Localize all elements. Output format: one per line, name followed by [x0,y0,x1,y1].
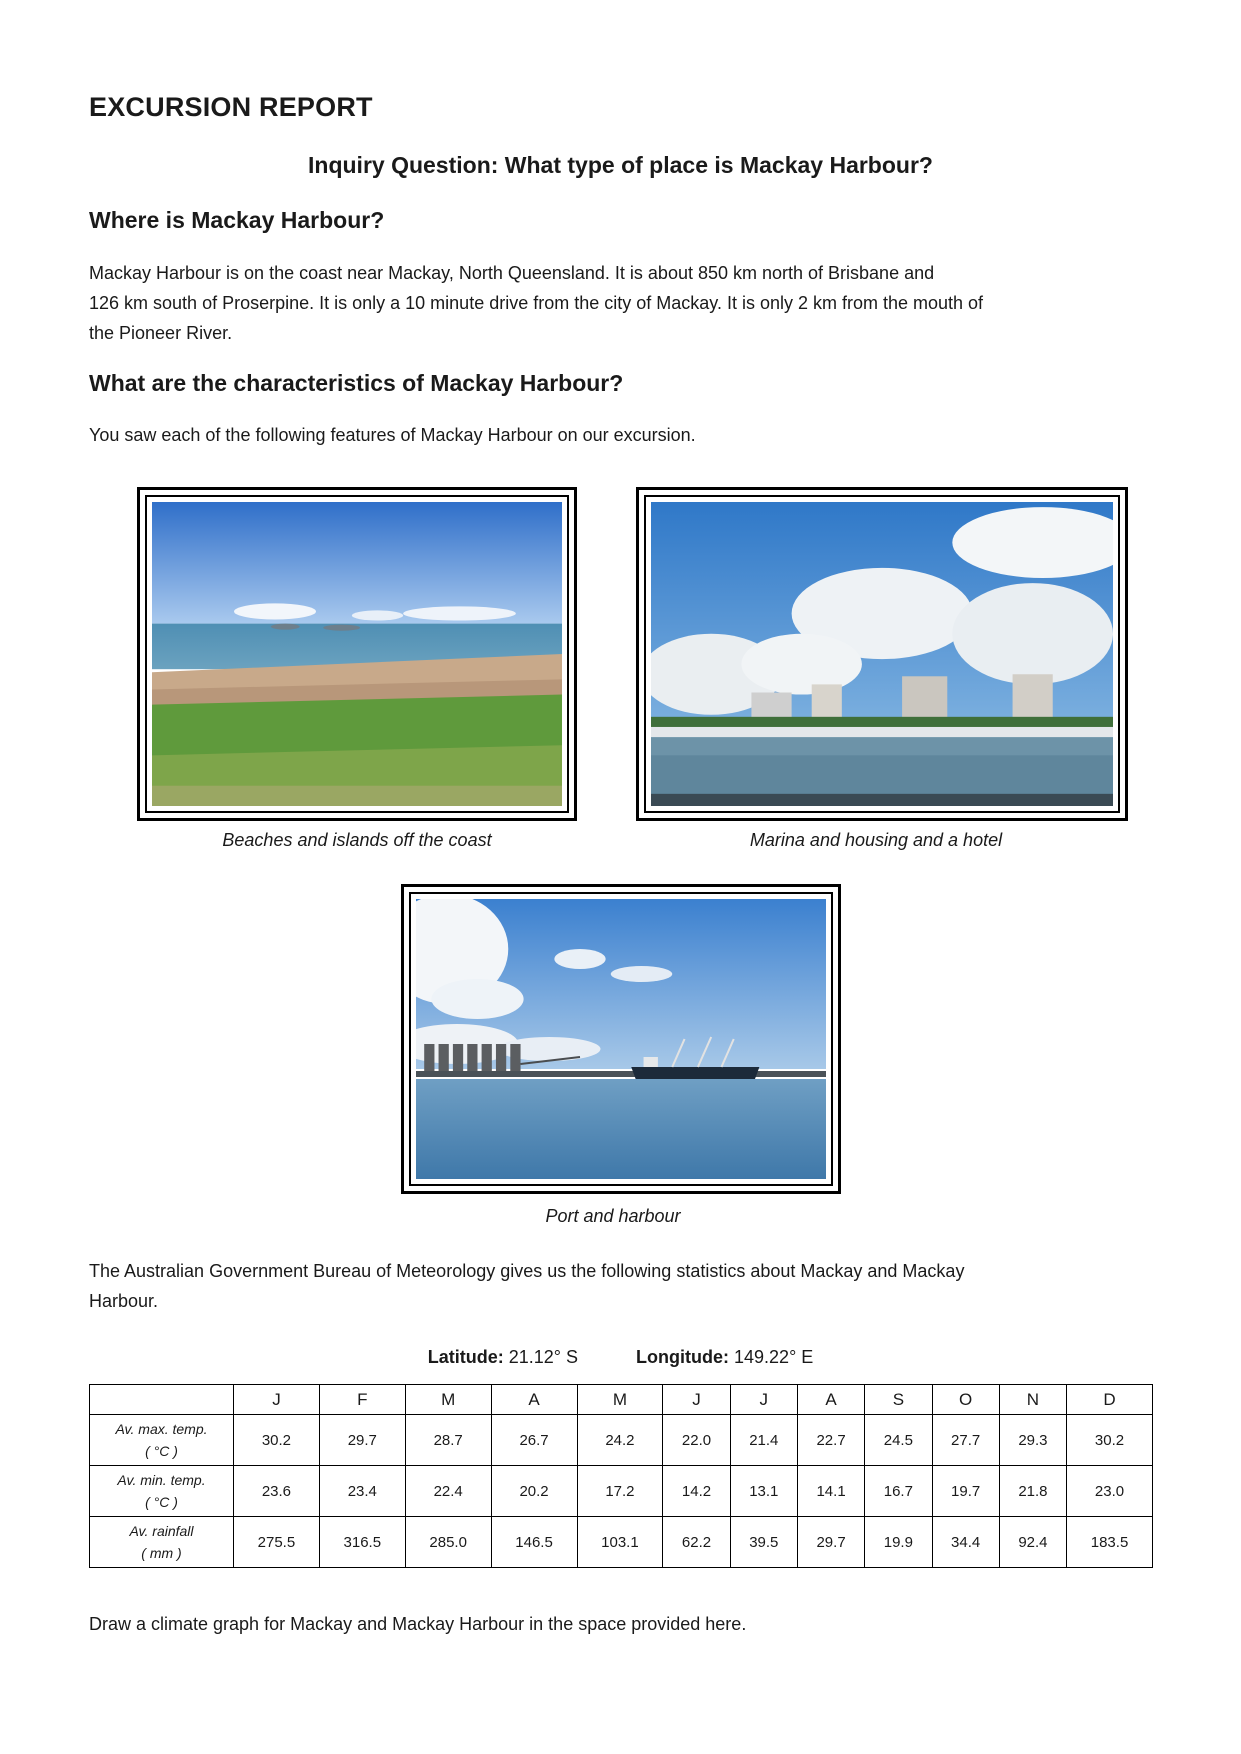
table-cell: 27.7 [932,1415,999,1466]
table-cell: 19.7 [932,1466,999,1517]
table-cell: 24.2 [577,1415,663,1466]
row-label-line: Av. min. temp. [117,1472,206,1488]
table-cell: 26.7 [491,1415,577,1466]
where-line-1: Mackay Harbour is on the coast near Mackay, North Queensland. It is about 850 km north of Brisbane and [89,263,935,283]
month-header: A [491,1385,577,1415]
row-label-min-temp [90,1466,234,1517]
month-header: J [663,1385,730,1415]
latitude-label: Latitude: [427,1347,504,1367]
row-label-line: Av. rainfall [129,1523,194,1539]
month-header: M [405,1385,491,1415]
where-line-3: the Pioneer River. [89,323,233,343]
table-cell: 285.0 [405,1517,491,1568]
longitude-value: 149.22° E [734,1347,814,1367]
table-cell: 13.1 [730,1466,797,1517]
port-photo-frame [401,884,841,1194]
table-cell: 22.4 [405,1466,491,1517]
characteristics-intro: You saw each of the following features of Mackay Harbour on our excursion. [89,425,696,445]
table-cell: 146.5 [491,1517,577,1568]
month-header: J [730,1385,797,1415]
table-cell: 92.4 [999,1517,1066,1568]
month-header: F [319,1385,405,1415]
inquiry-question: Inquiry Question: What type of place is Mackay Harbour? [308,152,933,178]
bom-line-1: The Australian Government Bureau of Meteorology gives us the following statistics about Mackay and Mackay [89,1261,965,1281]
month-header: A [797,1385,864,1415]
month-header: D [1067,1385,1153,1415]
table-cell: 34.4 [932,1517,999,1568]
table-cell: 17.2 [577,1466,663,1517]
where-heading: Where is Mackay Harbour? [89,207,385,233]
marina-photo [651,502,1113,806]
table-cell: 316.5 [319,1517,405,1568]
month-header: S [865,1385,932,1415]
climate-table-header-row [90,1385,1153,1415]
beach-photo-frame [137,487,577,821]
month-header: M [577,1385,663,1415]
row-label-line: Av. max. temp. [115,1421,208,1437]
table-cell: 39.5 [730,1517,797,1568]
bom-line-2: Harbour. [89,1291,159,1311]
marina-photo-frame [636,487,1128,821]
table-cell: 29.7 [319,1415,405,1466]
bom-paragraph [89,1256,1164,1316]
table-cell: 28.7 [405,1415,491,1466]
table-cell: 30.2 [1067,1415,1153,1466]
climate-graph-instruction: Draw a climate graph for Mackay and Mackay Harbour in the space provided here. [89,1614,747,1634]
table-cell: 22.0 [663,1415,730,1466]
table-cell: 103.1 [577,1517,663,1568]
report-title: EXCURSION REPORT [89,92,373,122]
table-cell: 24.5 [865,1415,932,1466]
row-label-unit: ( °C ) [145,1494,178,1510]
table-cell: 22.7 [797,1415,864,1466]
marina-caption: Marina and housing and a hotel [749,830,1003,850]
table-cell: 16.7 [865,1466,932,1517]
table-cell: 21.4 [730,1415,797,1466]
month-header: O [932,1385,999,1415]
climate-table [89,1384,1153,1568]
table-cell: 62.2 [663,1517,730,1568]
row-label-unit: ( mm ) [141,1545,182,1561]
month-header: N [999,1385,1066,1415]
table-cell: 14.1 [797,1466,864,1517]
table-cell: 23.0 [1067,1466,1153,1517]
table-cell: 19.9 [865,1517,932,1568]
table-cell: 14.2 [663,1466,730,1517]
table-cell: 29.3 [999,1415,1066,1466]
table-row-rainfall [90,1517,1153,1568]
table-cell: 30.2 [234,1415,320,1466]
beach-photo [152,502,562,806]
table-cell: 23.4 [319,1466,405,1517]
longitude-label: Longitude: [636,1347,729,1367]
port-caption: Port and harbour [545,1206,681,1226]
table-cell: 21.8 [999,1466,1066,1517]
where-line-2: 126 km south of Proserpine. It is only a 10 minute drive from the city of Mackay. It is only 2 km from the mouth of [89,293,984,313]
coordinates-line [0,1347,1241,1368]
table-corner-cell [90,1385,234,1415]
month-header: J [234,1385,320,1415]
table-cell: 23.6 [234,1466,320,1517]
row-label-unit: ( °C ) [145,1443,178,1459]
table-cell: 183.5 [1067,1517,1153,1568]
table-row-max-temp [90,1415,1153,1466]
table-cell: 275.5 [234,1517,320,1568]
port-photo [416,899,826,1179]
latitude-value: 21.12° S [508,1347,578,1367]
characteristics-heading: What are the characteristics of Mackay Harbour? [89,370,624,396]
where-paragraph [89,258,1164,348]
row-label-rainfall [90,1517,234,1568]
table-cell: 20.2 [491,1466,577,1517]
beach-caption: Beaches and islands off the coast [222,830,492,850]
table-cell: 29.7 [797,1517,864,1568]
row-label-max-temp [90,1415,234,1466]
table-row-min-temp [90,1466,1153,1517]
